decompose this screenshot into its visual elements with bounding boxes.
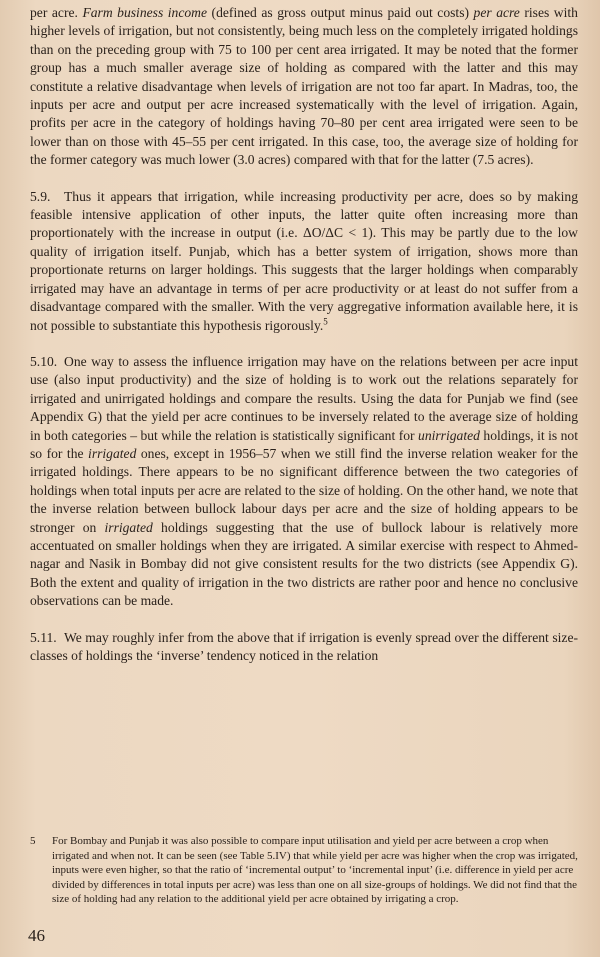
text-run: rises with higher levels of irrigation, but not consistently, being much less on the completely irrigated holdings than on the preceding group with 75 to 100 per cent area irrigated. It may be noted that the former group has a much smaller average size of holding as compared with the latter and this may constitute a relative disadvantage when levels of irrigation are not too far apart. In Madras, too, the inputs per acre and output per acre increased systematically with the level of irrigation. Again, profits per acre in the category of holdings having 70–80 per cent area irrigated were seen to be lower than on those with 45–55 per cent irrigated. In this case, too, the average size of holding for the former category was much lower (3.0 acres) compared with that for the latter (7.5 acres). (30, 5, 578, 168)
footnote-text: For Bombay and Punjab it was also possible to compare input utilisation and yield per acre between a crop when irrigated and when not. It can be seen (see Table 5.IV) that while yield per acre was higher when the crop was irrigated, inputs were even higher, so that the ratio of ‘incremental output’ to ‘incremental input’ (i.e. difference in yield per acre divided by differences in total inputs per acre) was less than one on all size-groups of holdings. We did not find that the size of holding had any relation to the additional yield per acre obtained by irrigating a crop. (52, 835, 578, 906)
page-number: 46 (28, 926, 45, 945)
emphasis-farm-business-income: Farm business income (82, 5, 208, 20)
paragraph-text: Thus it appears that irrigation, while increasing productivity per acre, does so by making feasible intensive application of other inputs, the latter quite often increasing more than proportionately with the increase in output (i.e. ΔO/ΔC < 1). This may be partly due to the low quality of irrigation itself. Punjab, which has a better system of irrigation, shows more than proportionate returns on larger holdings. This suggests that the larger holdings when comparably irrigated may have an advantage in terms of per acre productivity or at least do not suffer from a disadvantage compared with the smaller. With the very aggregative information available here, it is not possible to substantiate this hypothesis rigorously. (30, 188, 578, 333)
emphasis-irrigated: irrigated (88, 445, 137, 461)
footnote-number: 5 (30, 835, 36, 847)
footnote (30, 834, 578, 907)
paragraph-5-9 (30, 188, 578, 335)
text-run: holdings suggesting that the use of bullock labour is relatively more accentuated on smaller holdings when they are irrigated. A similar exercise with respect to Ahmednagar and Nasik in Bombay did not give consistent results for the two districts (see Appendix G). Both the extent and quality of irrigation in the two districts are rather poor and hence no conclusive observations can be made. (30, 519, 578, 609)
paragraph-5-10 (30, 353, 578, 611)
paragraph-number: 5.9. (30, 188, 51, 204)
paragraph-number: 5.10. (30, 353, 58, 369)
paragraph-text: We may roughly infer from the above that if irrigation is evenly spread over the different size-classes of holdings the ‘inverse’ tendency noticed in the relation (30, 629, 578, 663)
emphasis-irrigated: irrigated (104, 519, 153, 535)
text-run: ones, except in 1956–57 when we still find the inverse relation weaker for the irrigated holdings. There appears to be no significant difference between the two categories of holdings when total inputs per acre are related to the size of holding. On the other hand, we note that the inverse relation between bullock labour days per acre and the size of holding appears to be stronger on (30, 445, 578, 535)
emphasis-unirrigated: unirrigated (418, 427, 480, 443)
body-text (30, 4, 578, 683)
footnote-reference: 5 (323, 315, 328, 326)
paragraph-5-11 (30, 629, 578, 666)
text-run: per acre. (30, 5, 83, 20)
text-run: (defined as gross output minus paid out costs) (207, 5, 474, 20)
text-run: holdings, it is not so for the (30, 427, 578, 461)
text-run: One way to assess the influence irrigation may have on the relations between per acre input use (also input productivity) and the size of holding is to work out the relations separately for irrigated and unirrigated holdings and compare the results. Using the data for Punjab we find (see Appendix G) that the yield per acre continues to be inversely related to the average size of holding in both categories – but while the relation is statistically significant for (30, 353, 578, 443)
paragraph-number: 5.11. (30, 629, 57, 645)
emphasis-per-acre: per acre (473, 5, 520, 20)
paragraph-continued (30, 4, 578, 170)
